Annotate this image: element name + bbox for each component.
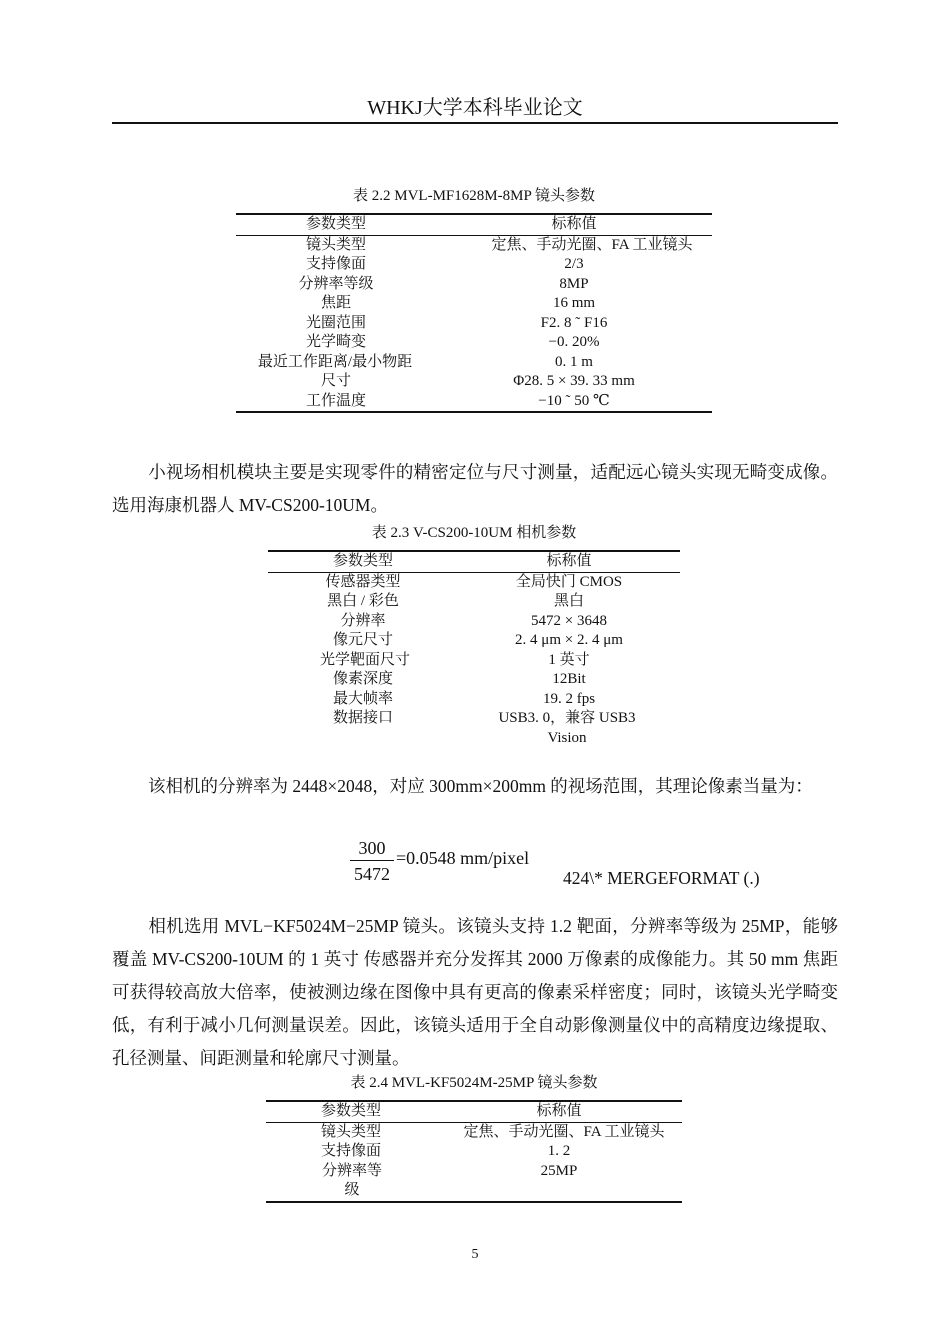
table-header-cell: 参数类型 — [268, 551, 458, 572]
table-cell: 2. 4 μm × 2. 4 μm — [515, 632, 623, 648]
paragraph-lens-selection — [112, 910, 838, 1075]
table-cell: 分辨率等级 — [321, 1162, 382, 1198]
table-cell: 支持像面 — [320, 1143, 381, 1159]
table-cell: 分辨率等级 — [298, 275, 374, 292]
table-cell: 19. 2 fps — [542, 690, 596, 707]
table-row — [266, 1122, 682, 1142]
paragraph-text: 相机选用 MVL−KF5024M−25MP 镜头。该镜头支持 1.2 靶面，分辨率等级为 25MP，能够覆盖 MV-CS200-10UM 的 1 英寸 传感器并充分发挥其 2000 万像素的成像能力。其 50 mm 焦距可获得较高放大倍率，使被测边缘在图像中具有更高的像素采样密度；同时，该镜头光学畸变低，有利于减小几何测量误差。因此，该镜头适用于全自动影像测量仪中的高精度边缘提取、孔径测量、间距测量和轮廓尺寸测量。 — [112, 916, 838, 1068]
table-2-3 — [268, 550, 680, 748]
table-header-row — [266, 1101, 682, 1122]
table-cell: 全局快门 CMOS — [515, 573, 623, 590]
table-cell: 像元尺寸 — [332, 632, 393, 648]
table-cell: −0. 20% — [548, 334, 600, 350]
table-cell: F2. 8 ˜ F16 — [540, 314, 608, 331]
table-header-cell: 标称值 — [436, 214, 712, 235]
paragraph-small-field-camera — [112, 456, 838, 522]
table-cell: 1. 2 — [547, 1143, 571, 1159]
table-2-2-caption: 表 2.2 MVL-MF1628M-8MP 镜头参数 — [353, 188, 595, 204]
table-cell: 光学畸变 — [305, 334, 366, 350]
table-header-cell: 参数类型 — [236, 214, 436, 235]
table-header-cell: 标称值 — [436, 1101, 682, 1122]
table-header-cell: 标称值 — [458, 551, 680, 572]
table-cell: 光学靶面尺寸 — [319, 651, 410, 668]
table-cell: 最大帧率 — [332, 690, 393, 707]
table-2-4-caption: 表 2.4 MVL-KF5024M-25MP 镜头参数 — [350, 1075, 598, 1091]
table-row — [266, 1162, 682, 1202]
table-cell: 数据接口 — [332, 710, 393, 726]
table-row — [268, 709, 680, 748]
table-header-row — [236, 214, 712, 235]
table-cell: 定焦、手动光圈、FA 工业镜头 — [463, 1123, 665, 1140]
table-cell: 2/3 — [564, 256, 584, 272]
table-2-4 — [266, 1100, 682, 1203]
table-2-2 — [236, 213, 712, 413]
table-cell: 光圈范围 — [305, 314, 366, 331]
equation-denominator: 5472 — [354, 864, 390, 884]
table-row — [268, 631, 680, 651]
table-row — [236, 353, 712, 373]
table-row — [236, 275, 712, 295]
table-row — [266, 1142, 682, 1162]
table-row — [236, 235, 712, 255]
table-2-3-caption: 表 2.3 V-CS200-10UM 相机参数 — [371, 525, 577, 541]
table-row — [268, 592, 680, 612]
table-row — [268, 690, 680, 710]
table-cell: 支持像面 — [305, 256, 366, 272]
table-row — [268, 670, 680, 690]
table-cell: 镜头类型 — [305, 236, 366, 253]
table-cell: 0. 1 m — [555, 353, 593, 370]
table-cell: 黑白 — [553, 593, 584, 609]
equation-tag: 424\* MERGEFORMAT (.) — [563, 868, 760, 888]
paragraph-text: 该相机的分辨率为 2448×2048，对应 300mm×200mm 的视场范围，其理论像素当量为： — [148, 776, 813, 796]
table-cell: USB3. 0，兼容 USB3 Vision — [498, 710, 636, 746]
page-number: 5 — [471, 1247, 479, 1262]
table-row — [236, 314, 712, 334]
table-row — [268, 572, 680, 592]
table-row — [236, 294, 712, 314]
table-cell: 尺寸 — [320, 373, 351, 389]
table-cell: 25MP — [540, 1162, 578, 1179]
table-row — [236, 333, 712, 353]
table-cell: 1 英寸 — [548, 651, 590, 668]
table-cell: 8MP — [559, 275, 589, 292]
table-cell: 定焦、手动光圈、FA 工业镜头 — [491, 236, 693, 253]
equation-result: =0.0548 mm/pixel — [396, 848, 530, 868]
table-row — [236, 255, 712, 275]
paragraph-text: 小视场相机模块主要是实现零件的精密定位与尺寸测量，适配远心镜头实现无畸变成像。选用海康机器人 MV-CS200-10UM。 — [112, 462, 838, 515]
table-cell: 传感器类型 — [325, 573, 401, 590]
table-cell: 工作温度 — [305, 392, 366, 409]
table-cell: 镜头类型 — [320, 1123, 381, 1140]
table-row — [236, 392, 712, 413]
table-cell: 像素深度 — [332, 671, 393, 687]
table-row — [268, 651, 680, 671]
table-cell: 分辨率 — [340, 612, 386, 629]
table-header-row — [268, 551, 680, 572]
table-cell: Φ28. 5 × 39. 33 mm — [513, 373, 635, 389]
table-cell: 焦距 — [320, 295, 351, 311]
table-cell: −10 ˜ 50 ℃ — [538, 392, 610, 409]
page-header: WHKJ大学本科毕业论文 — [367, 97, 583, 119]
table-cell: 最近工作距离/最小物距 — [257, 353, 413, 370]
paragraph-pixel-equivalent — [112, 770, 838, 803]
table-row — [236, 372, 712, 392]
equation-numerator: 300 — [358, 838, 386, 858]
table-cell: 黑白 / 彩色 — [327, 593, 399, 609]
equation-fraction — [350, 836, 394, 887]
table-header-cell: 参数类型 — [266, 1101, 436, 1122]
table-cell: 16 mm — [552, 295, 596, 311]
table-cell: 12Bit — [552, 671, 586, 687]
table-row — [268, 612, 680, 632]
header-rule — [112, 122, 838, 124]
table-cell: 5472 × 3648 — [531, 612, 607, 629]
